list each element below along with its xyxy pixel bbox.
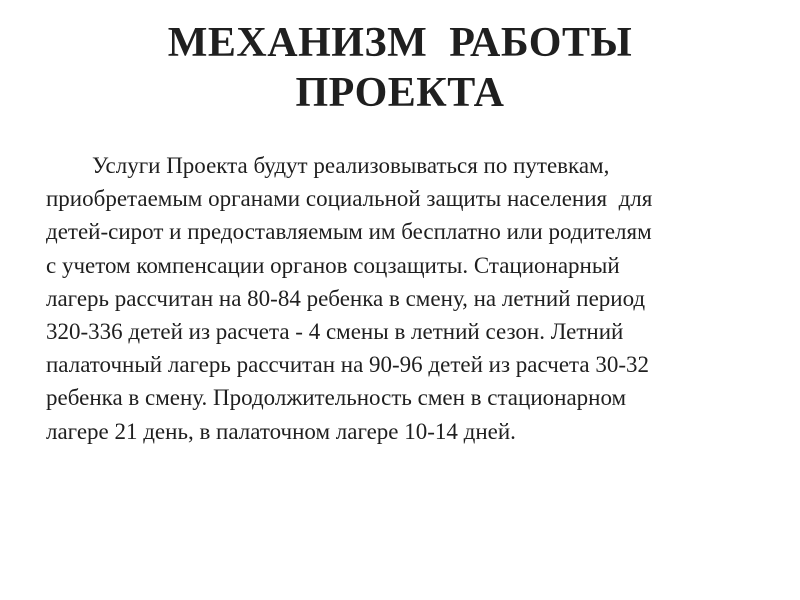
slide-title [0,18,800,118]
body-line-2: приобретаемым органами социальной защиты населения для [46,186,653,212]
body-line-9: лагере 21 день, в палаточном лагере 10-14 дней. [46,418,516,444]
title-line-2: ПРОЕКТА [295,70,505,116]
body-line-4: с учетом компенсации органов соцзащиты. Стационарный [46,252,620,278]
body-line-5: лагерь рассчитан на 80-84 ребенка в смену, на летний период [46,285,646,311]
body-line-3: детей-сирот и предоставляемым им бесплатно или родителям [46,219,652,245]
body-line-7: палаточный лагерь рассчитан на 90-96 детей из расчета 30-32 [46,352,649,378]
slide-body-text [46,149,758,448]
body-line-1: Услуги Проекта будут реализовываться по путевкам, [46,153,610,178]
body-line-6: 320-336 детей из расчета - 4 смены в летний сезон. Летний [46,319,624,345]
body-line-8: ребенка в смену. Продолжительность смен в стационарном [46,385,627,411]
title-line-1: МЕХАНИЗМ РАБОТЫ [167,20,633,66]
